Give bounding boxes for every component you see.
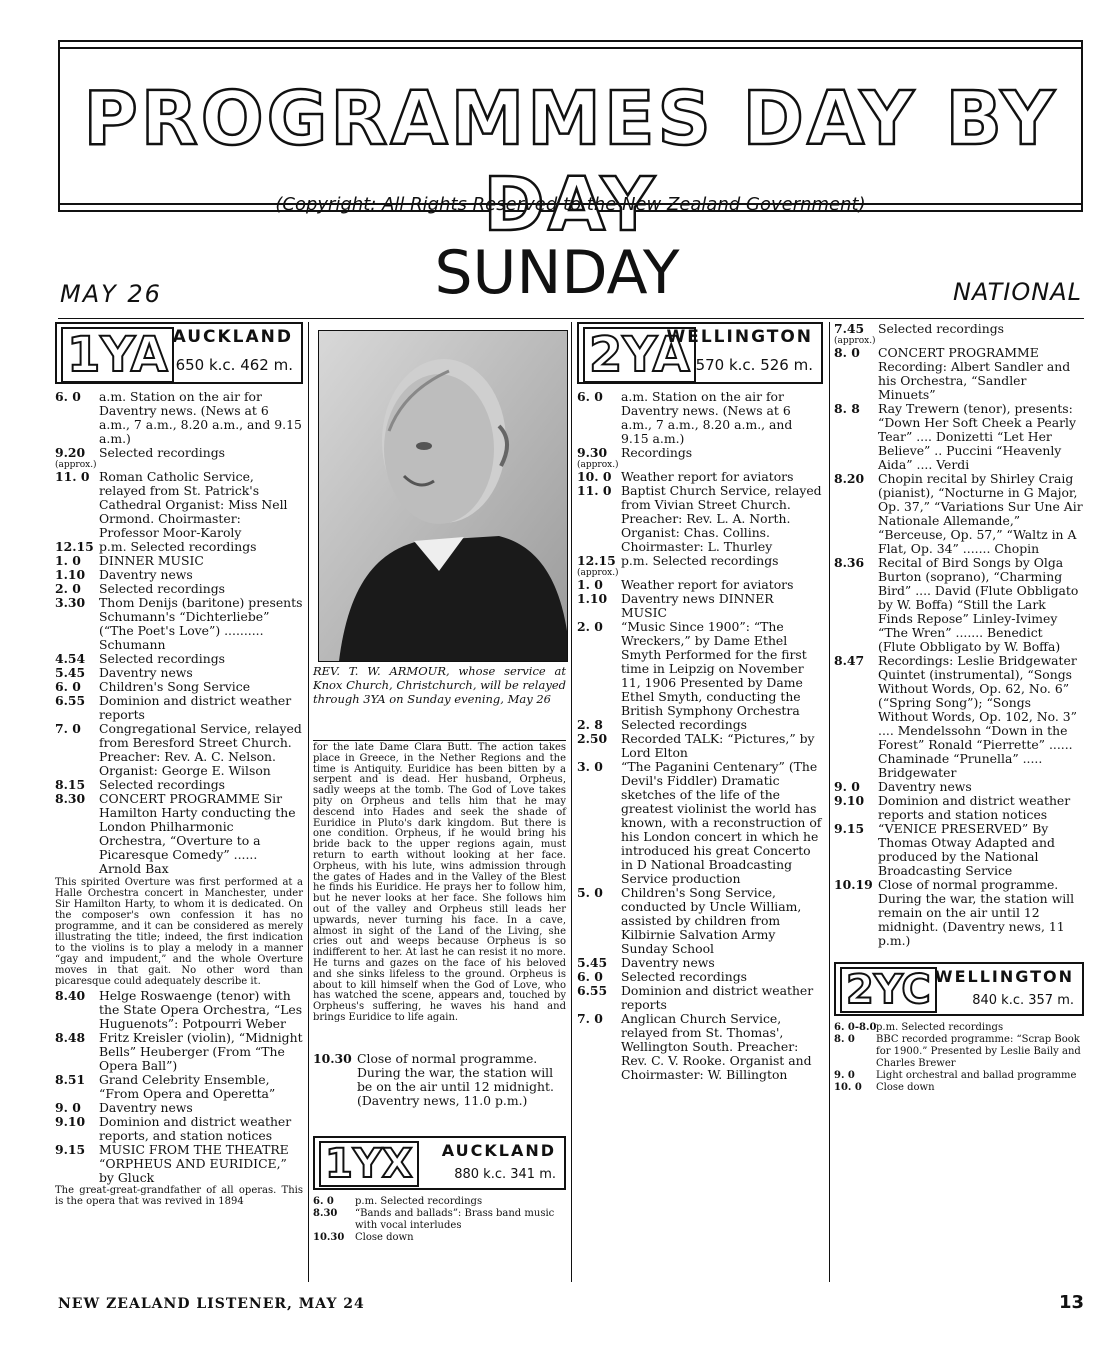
column-divider: [571, 322, 572, 1282]
time: 8.15: [55, 777, 86, 792]
programme-item: [834, 472, 1084, 556]
column-divider: [308, 322, 309, 1282]
programme-text: “Bands and ballads”: Brass band music with vocal interludes: [355, 1208, 555, 1231]
time: 10.30: [313, 1232, 345, 1243]
time: 9.30: [577, 445, 608, 460]
programme-item: [577, 718, 823, 732]
programme-item: [55, 792, 303, 876]
programme-item: [834, 794, 1084, 822]
programme-text: Light orchestral and ballad programme: [876, 1070, 1077, 1081]
programme-item: [55, 568, 303, 582]
programme-item: [55, 596, 303, 652]
programme-item: [55, 1101, 303, 1115]
time: 5.45: [577, 955, 608, 970]
programme-text: Dominion and district weather reports: [621, 983, 814, 1012]
programme-item: [834, 654, 1084, 780]
photo-caption: REV. T. W. ARMOUR, whose service at Knox Church, Christchurch, will be relayed through 3YA on Sunday evening, May 26: [313, 664, 566, 706]
city: WELLINGTON: [934, 967, 1074, 986]
time: 1.10: [55, 567, 86, 582]
programme-item: [313, 1208, 566, 1232]
programme-text: Dominion and district weather reports and station notices: [878, 793, 1071, 822]
time: 8.30: [313, 1208, 338, 1219]
banner-subtitle: (Copyright: All Rights Reserved to the New Zealand Government): [275, 194, 866, 215]
programme-text: Close down: [355, 1232, 414, 1243]
time: 11. 0: [55, 469, 90, 484]
programme-item: [834, 556, 1084, 654]
time: 10.30: [313, 1051, 352, 1066]
date-label: MAY 26: [60, 280, 162, 308]
programme-item: [55, 1143, 303, 1185]
time: 2. 0: [577, 619, 603, 634]
city: AUCKLAND: [441, 1141, 556, 1160]
portrait-photo: [318, 330, 568, 662]
programme-item: [577, 390, 823, 446]
time: 8.20: [834, 471, 865, 486]
programme-text: DINNER MUSIC: [99, 553, 204, 568]
banner: [58, 40, 1083, 248]
programme-item: [834, 878, 1084, 948]
time: 6. 0: [313, 1196, 334, 1207]
programme-text: Selected recordings: [621, 969, 747, 984]
station-logo: [55, 322, 303, 384]
time: 7. 0: [55, 721, 81, 736]
station-logo: [313, 1136, 566, 1190]
programme-item: [577, 470, 823, 484]
programme-text: Chopin recital by Shirley Craig (pianist), “Nocturne in G Major, Op. 37,” “Variations Sur Une Air Nationale Allemande,” “Berceuse, Op. 57,” “Waltz in A Flat, Op. 34” ....... Chopin: [878, 471, 1083, 556]
time: 6. 0-8.0: [834, 1022, 877, 1033]
station-2ya-evening: [834, 322, 1084, 1094]
station-1ya: [55, 322, 303, 1207]
approx-label: (approx.): [55, 460, 97, 470]
time: 8. 0: [834, 345, 860, 360]
programme-item: [577, 886, 823, 956]
time: 12.15: [55, 539, 94, 554]
time: 6. 0: [55, 389, 81, 404]
time: 8.51: [55, 1072, 86, 1087]
programme-text: CONCERT PROGRAMME Recording: Albert Sandler and his Orchestra, “Sandler Minuets”: [878, 345, 1071, 402]
call-sign: 1YX: [319, 1141, 419, 1187]
time: 6. 0: [577, 389, 603, 404]
time: 6.55: [577, 983, 608, 998]
programme-item: [55, 680, 303, 694]
programme-item: [834, 1034, 1084, 1070]
programme-text: p.m. Selected recordings: [355, 1196, 483, 1207]
programme-item: [834, 322, 1084, 346]
programme-item: [577, 578, 823, 592]
frequency: 570 k.c. 526 m.: [695, 356, 813, 374]
time: 9. 0: [834, 1070, 855, 1081]
time: 9. 0: [834, 779, 860, 794]
programme-item: [55, 554, 303, 568]
programme-text: “VENICE PRESERVED” By Thomas Otway Adapted and produced by the National Broadcasting Service: [878, 821, 1055, 878]
time: 8.36: [834, 555, 865, 570]
station-2ya: [577, 322, 823, 1082]
programme-text: Daventry news: [99, 567, 193, 582]
programme-text: CONCERT PROGRAMME Sir Hamilton Harty conducting the London Philharmonic Orchestra, “Overture to a Picaresque Comedy” ...... Arnold Bax: [99, 791, 296, 876]
programme-text: a.m. Station on the air for Daventry news. (News at 6 a.m., 7 a.m., 8.20 a.m., and 9.15 a.m.): [99, 389, 302, 446]
programme-item: [834, 346, 1084, 402]
programme-text: Daventry news: [99, 1100, 193, 1115]
time: 8. 0: [834, 1034, 855, 1045]
programme-text: Daventry news: [878, 779, 972, 794]
programme-text: Grand Celebrity Ensemble, “From Opera and Operetta”: [99, 1072, 276, 1101]
programme-item: [55, 1031, 303, 1073]
column-divider: [829, 322, 830, 1282]
programme-text: Daventry news DINNER MUSIC: [621, 591, 774, 620]
time: 9.10: [834, 793, 865, 808]
programme-item: [834, 1070, 1084, 1082]
programme-item: [577, 620, 823, 718]
time: 2. 8: [577, 717, 603, 732]
programme-item: [577, 956, 823, 970]
programme-item: [577, 484, 823, 554]
programme-list: [55, 989, 303, 1185]
time: 1. 0: [55, 553, 81, 568]
frequency: 650 k.c. 462 m.: [175, 356, 293, 374]
programme-item: [55, 666, 303, 680]
programme-text: p.m. Selected recordings: [621, 553, 779, 568]
call-sign: 1YA: [61, 327, 174, 383]
programme-text: “The Paganini Centenary” (The Devil's Fiddler) Dramatic sketches of the life of the greatest violinist the world has known, with a reconstruction of his London concert in which he introduced his great Concerto in D National Broadcasting Service production: [621, 759, 822, 886]
programme-text: a.m. Station on the air for Daventry news. (News at 6 a.m., 7 a.m., 8.20 a.m., and 9.15 a.m.): [621, 389, 793, 446]
time: 7.45: [834, 321, 865, 336]
time: 5. 0: [577, 885, 603, 900]
city: AUCKLAND: [172, 327, 293, 347]
programme-text: Congregational Service, relayed from Beresford Street Church. Preacher: Rev. A. C. Nelson. Organist: George E. Wilson: [99, 721, 302, 778]
programme-list: [834, 1022, 1084, 1094]
time: 1.10: [577, 591, 608, 606]
programme-text: Selected recordings: [99, 445, 225, 460]
programme-text: Recordings: [621, 445, 693, 460]
time: 8. 8: [834, 401, 860, 416]
programme-item: [55, 390, 303, 446]
programme-item: [577, 1012, 823, 1082]
programme-text: Ray Trewern (tenor), presents: “Down Her Soft Cheek a Pearly Tear” .... Donizetti “Let Her Believe” .. Puccini “Heavenly Aida” .... Verdi: [878, 401, 1076, 472]
programme-text: Close of normal programme. During the war, the station will remain on the air until 12 midnight. (Daventry news, 11 p.m.): [878, 877, 1075, 948]
time: 9.10: [55, 1114, 86, 1129]
time: 1. 0: [577, 577, 603, 592]
programme-text: Recordings: Leslie Bridgewater Quintet (instrumental), “Songs Without Words, Op. 62, No. 6” (“Spring Song”); “Songs Without Words, Op. 102, No. 3” .... Mendelssohn “Down in the Forest” Ronald “Pierrette” ...... Chaminade “Prunella” ..... Bridgewater: [878, 653, 1077, 780]
time: 3.30: [55, 595, 86, 610]
programme-item: [834, 402, 1084, 472]
programme-text: Dominion and district weather reports: [99, 693, 292, 722]
programme-item: [55, 1115, 303, 1143]
programme-text: Children's Song Service, conducted by Uncle William, assisted by children from Kilbirnie Salvation Army Sunday School: [621, 885, 802, 956]
time: 5.45: [55, 665, 86, 680]
approx-label: (approx.): [577, 568, 619, 578]
network-label: NATIONAL: [953, 278, 1082, 306]
time: 4.54: [55, 651, 86, 666]
divider: [58, 318, 1084, 319]
programme-text: Anglican Church Service, relayed from St. Thomas', Wellington South. Preacher: Rev. C. V. Rooke. Organist and Choirmaster: W. Billington: [621, 1011, 812, 1082]
approx-label: (approx.): [577, 460, 619, 470]
programme-text: Thom Denijs (baritone) presents Schumann's “Dichterliebe” (“The Poet's Love”) .......... Schumann: [99, 595, 303, 652]
time: 9. 0: [55, 1100, 81, 1115]
station-logo: [834, 962, 1084, 1016]
station-1ya-close: [313, 1052, 566, 1244]
programme-text: Baptist Church Service, relayed from Vivian Street Church. Preacher: Rev. L. A. North. Organist: Chas. Collins. Choirmaster: L. Thurley: [621, 483, 822, 554]
time: 7. 0: [577, 1011, 603, 1026]
time: 10. 0: [834, 1082, 862, 1093]
programme-list: [313, 1196, 566, 1244]
programme-text: Selected recordings: [878, 321, 1004, 336]
programme-text: MUSIC FROM THE THEATRE “ORPHEUS AND EURIDICE,” by Gluck: [99, 1142, 289, 1185]
time: 12.15: [577, 553, 616, 568]
frequency: 840 k.c. 357 m.: [972, 993, 1074, 1008]
programme-item: [577, 970, 823, 984]
day-title: SUNDAY: [434, 238, 680, 308]
programme-item: [55, 694, 303, 722]
programme-text: p.m. Selected recordings: [99, 539, 257, 554]
programme-text: BBC recorded programme: “Scrap Book for 1900.” Presented by Leslie Baily and Charles Brewer: [876, 1034, 1081, 1069]
programme-text: Helge Roswaenge (tenor) with the State Opera Orchestra, “Les Huguenots”: Potpourri Weber: [99, 988, 303, 1031]
time: 8.30: [55, 791, 86, 806]
time: 2. 0: [55, 581, 81, 596]
frequency: 880 k.c. 341 m.: [454, 1167, 556, 1182]
time: 8.48: [55, 1030, 86, 1045]
time: 3. 0: [577, 759, 603, 774]
programme-text: Recital of Bird Songs by Olga Burton (soprano), “Charming Bird” .... David (Flute Obbligato by W. Boffa) “Still the Lark Finds Repose” Linley-Ivimey “The Wren” ....... Benedict (Flute Obbligato by W. Boffa): [878, 555, 1079, 654]
programme-list: [577, 390, 823, 1082]
programme-text: Weather report for aviators: [621, 469, 794, 484]
call-sign: 2YC: [840, 967, 937, 1013]
programme-item: [577, 592, 823, 620]
programme-text: p.m. Selected recordings: [876, 1022, 1004, 1033]
approx-label: (approx.): [834, 336, 876, 346]
programme-list: [55, 390, 303, 876]
programme-item: [577, 732, 823, 760]
programme-text: Children's Song Service: [99, 679, 251, 694]
page-number: 13: [1058, 1292, 1084, 1313]
banner-title: PROGRAMMES DAY BY DAY: [83, 76, 1058, 248]
programme-text: Weather report for aviators: [621, 577, 794, 592]
programme-item: [313, 1232, 566, 1244]
programme-item: [834, 1082, 1084, 1094]
programme-item: [55, 540, 303, 554]
programme-item: [577, 984, 823, 1012]
programme-text: Selected recordings: [99, 777, 225, 792]
programme-text: Dominion and district weather reports, and station notices: [99, 1114, 292, 1143]
programme-text: Selected recordings: [99, 651, 225, 666]
time: 10. 0: [577, 469, 612, 484]
programme-text: Roman Catholic Service, relayed from St. Patrick's Cathedral Organist: Miss Nell Ormond. Choirmaster: Professor Moor-Karoly: [99, 469, 288, 540]
programme-item: [577, 760, 823, 886]
programme-text: Selected recordings: [621, 717, 747, 732]
station-logo: [577, 322, 823, 384]
programme-text: Daventry news: [99, 665, 193, 680]
time: 6.55: [55, 693, 86, 708]
time: 6. 0: [577, 969, 603, 984]
programme-item: [313, 1052, 566, 1108]
time: 10.19: [834, 877, 873, 892]
programme-item: [55, 1073, 303, 1101]
programme-list: [834, 322, 1084, 948]
city: WELLINGTON: [666, 327, 813, 347]
time: 9.20: [55, 445, 86, 460]
programme-note: This spirited Overture was first performed at a Halle Orchestra concert in Manchester, under Sir Hamilton Harty, to whom it is dedicated. On the composer's own confession it has no programme, and it can be considered as merely illustrating the title; indeed, the first indication to the violins is to play a melody in a manner “gay and impudent,” and the whole Overture moves in that gait. No other word than picaresque could adequately describe it.: [55, 877, 303, 987]
programme-item: [577, 446, 823, 470]
time: 8.40: [55, 988, 86, 1003]
programme-text: Recorded TALK: “Pictures,” by Lord Elton: [621, 731, 815, 760]
programme-text: Daventry news: [621, 955, 715, 970]
programme-note: The great-great-grandfather of all operas. This is the opera that was revived in 1894: [55, 1185, 303, 1207]
time: 9.15: [834, 821, 865, 836]
programme-item: [834, 1022, 1084, 1034]
time: 11. 0: [577, 483, 612, 498]
programme-text: Fritz Kreisler (violin), “Midnight Bells” Heuberger (From “The Opera Ball”): [99, 1030, 303, 1073]
call-sign: 2YA: [583, 327, 696, 383]
programme-text: Selected recordings: [99, 581, 225, 596]
time: 9.15: [55, 1142, 86, 1157]
time: 8.47: [834, 653, 865, 668]
opera-story: for the late Dame Clara Butt. The action takes place in Greece, in the Nether Regions and the time is Antiquity. Euridice has been bitten by a serpent and is dead. Her husband, Orpheus, sadly weeps at the tomb. The God of Love takes pity on Orpheus and tells him that he may descend into Hades and seek the shade of Euridice in Pluto's dark kingdom. But there is one condition. Orpheus, if he would bring his bride back to the upper regions again, must return to earth without looking at her face. Orpheus, with his lute, wins admission through the gates of Hades and in the Valley of the Blest he finds his Euridice. He prays her to follow him, but he never looks at her face. She follows him out of the valley and Orpheus still leads her upwards, never turning his face. In a cave, almost in sight of the Land of the Living, she cries out and weeps because Orpheus is so indifferent to her. At last he can resist it no more. He turns and gazes on the face of his beloved and she sinks lifeless to the ground. Orpheus is about to kill himself when the God of Love, who has watched the scene, appears and, touched by Orpheus's suffering, he waves his hand and brings Euridice to life again.: [313, 742, 566, 1023]
programme-item: [55, 722, 303, 778]
programme-item: [834, 822, 1084, 878]
footer-publication: NEW ZEALAND LISTENER, MAY 24: [58, 1296, 365, 1312]
programme-item: [55, 652, 303, 666]
programme-text: Close down: [876, 1082, 935, 1093]
programme-item: [834, 780, 1084, 794]
programme-text: “Music Since 1900”: “The Wreckers,” by Dame Ethel Smyth Performed for the first time in Leipzig on November 11, 1906 Presented by Dame Ethel Smyth, conducting the British Symphony Orchestra: [621, 619, 807, 718]
time: 6. 0: [55, 679, 81, 694]
programme-item: [55, 778, 303, 792]
programme-item: [55, 446, 303, 470]
time: 2.50: [577, 731, 608, 746]
programme-item: [55, 582, 303, 596]
programme-item: [55, 989, 303, 1031]
programme-text: Close of normal programme. During the war, the station will be on the air until 12 midnight. (Daventry news, 11.0 p.m.): [357, 1051, 554, 1108]
programme-item: [313, 1196, 566, 1208]
programme-item: [577, 554, 823, 578]
programme-item: [55, 470, 303, 540]
